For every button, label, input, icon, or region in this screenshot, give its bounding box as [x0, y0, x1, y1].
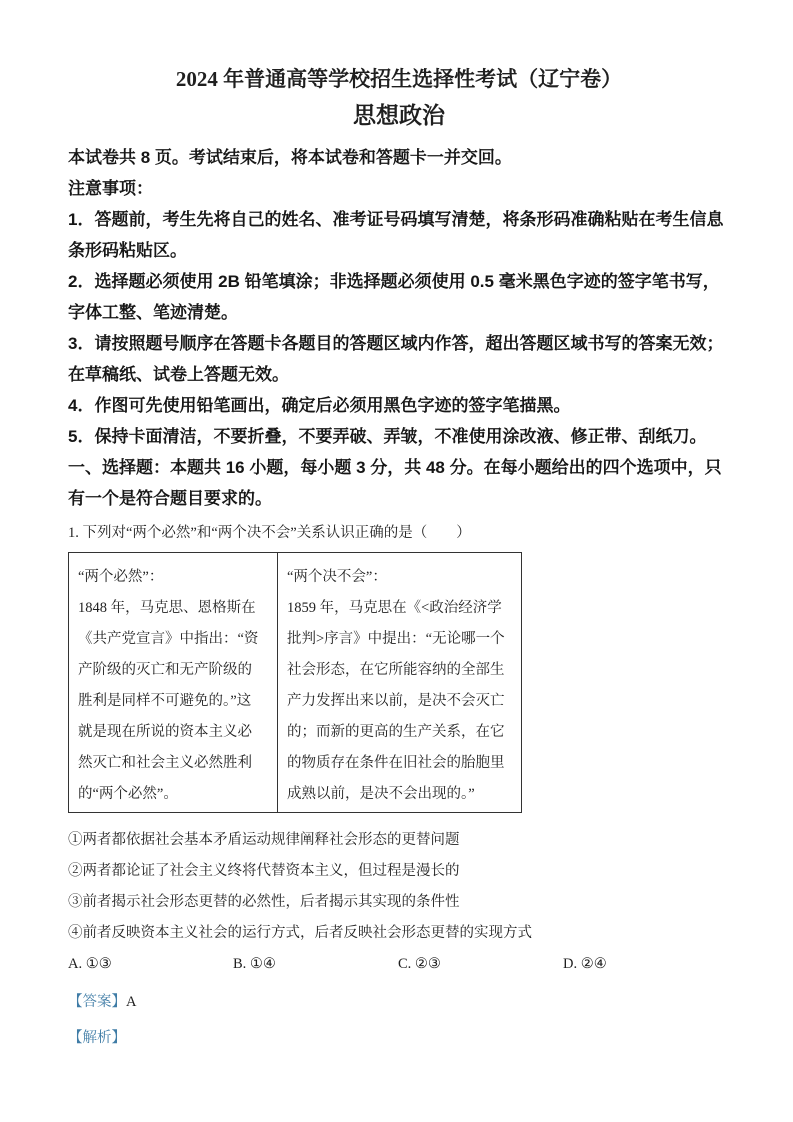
table-right-line: “两个决不会”：: [287, 569, 387, 585]
statement-4: ④前者反映资本主义社会的运行方式，后者反映社会形态更替的实现方式: [68, 925, 532, 941]
section-header: 一、选择题：本题共 16 小题，每小题 3 分，共 48 分。在每小题给出的四个选项中，只有一个是符合题目要求的。: [68, 458, 722, 508]
choice-b: B. ①④: [233, 956, 276, 972]
table-left-line: “两个必然”：: [78, 569, 164, 585]
table-cell-two-never-wills: [278, 553, 522, 813]
table-right-line: 1859 年，马克思在《<政治经济学: [287, 600, 502, 616]
notice-item-1: 1．答题前，考生先将自己的姓名、准考证号码填写清楚，将条形码准确粘贴在考生信息条形码粘贴区。: [68, 210, 724, 260]
table-left-line: 1848 年，马克思、恩格斯在: [78, 600, 256, 616]
table-left-line: 产阶级的灭亡和无产阶级的: [78, 662, 252, 678]
statement-2: ②两者都论证了社会主义终将代替资本主义，但过程是漫长的: [68, 863, 460, 879]
analysis-label: 【解析】: [68, 1030, 126, 1046]
table-right-line: 的物质存在条件在旧社会的胎胞里: [287, 755, 505, 771]
table-left-line: 然灭亡和社会主义必然胜利: [78, 755, 252, 771]
table-cell-two-inevitables: [69, 553, 278, 813]
comparison-table: [68, 552, 522, 813]
statements-list: [68, 825, 730, 949]
table-right-line: 产力发挥出来以前，是决不会灭亡: [287, 693, 505, 709]
answer-line: [68, 984, 730, 1020]
table-left-line: 胜利是同样不可避免的。”这: [78, 693, 252, 709]
analysis-line: [68, 1020, 730, 1056]
choice-c: C. ②③: [398, 956, 441, 972]
choices-row: [68, 949, 730, 980]
table-right-line: 社会形态，在它所能容纳的全部生: [287, 662, 505, 678]
choice-d: D. ②④: [563, 956, 607, 972]
statement-3: ③前者揭示社会形态更替的必然性，后者揭示其实现的条件性: [68, 894, 460, 910]
table-left-line: 的“两个必然”。: [78, 786, 178, 802]
table-left-line: 就是现在所说的资本主义必: [78, 724, 252, 740]
notice-item-5: 5．保持卡面清洁，不要折叠，不要弄破、弄皱，不准使用涂改液、修正带、刮纸刀。: [68, 427, 707, 446]
table-right-line: 的；而新的更高的生产关系，在它: [287, 724, 505, 740]
notice-item-4: 4．作图可先使用铅笔画出，确定后必须用黑色字迹的签字笔描黑。: [68, 396, 571, 415]
answer-value: A: [126, 994, 137, 1010]
table-right-line: 批判>序言》中提出：“无论哪一个: [287, 631, 505, 647]
table-left-line: 《共产党宣言》中指出：“资: [78, 631, 259, 647]
notice-item-3: 3．请按照题号顺序在答题卡各题目的答题区域内作答，超出答题区域书写的答案无效；在草稿纸、试卷上答题无效。: [68, 334, 724, 384]
intro-note: 本试卷共 8 页。考试结束后，将本试卷和答题卡一并交回。: [68, 148, 512, 167]
comparison-table-row: [69, 553, 522, 813]
notice-heading: 注意事项：: [68, 179, 153, 198]
notice-item-2: 2．选择题必须使用 2B 铅笔填涂；非选择题必须使用 0.5 毫米黑色字迹的签字笔书写，字体工整、笔迹清楚。: [68, 272, 720, 322]
answer-label: 【答案】: [68, 994, 126, 1010]
paper-title: 2024 年普通高等学校招生选择性考试（辽宁卷）: [175, 67, 623, 91]
question-1-stem: 1. 下列对“两个必然”和“两个决不会”关系认识正确的是（ ）: [68, 525, 471, 541]
table-right-line: 成熟以前，是决不会出现的。”: [287, 786, 475, 802]
choice-a: A. ①③: [68, 956, 112, 972]
statement-1: ①两者都依据社会基本矛盾运动规律阐释社会形态的更替问题: [68, 832, 460, 848]
paper-subtitle: 思想政治: [353, 103, 445, 128]
